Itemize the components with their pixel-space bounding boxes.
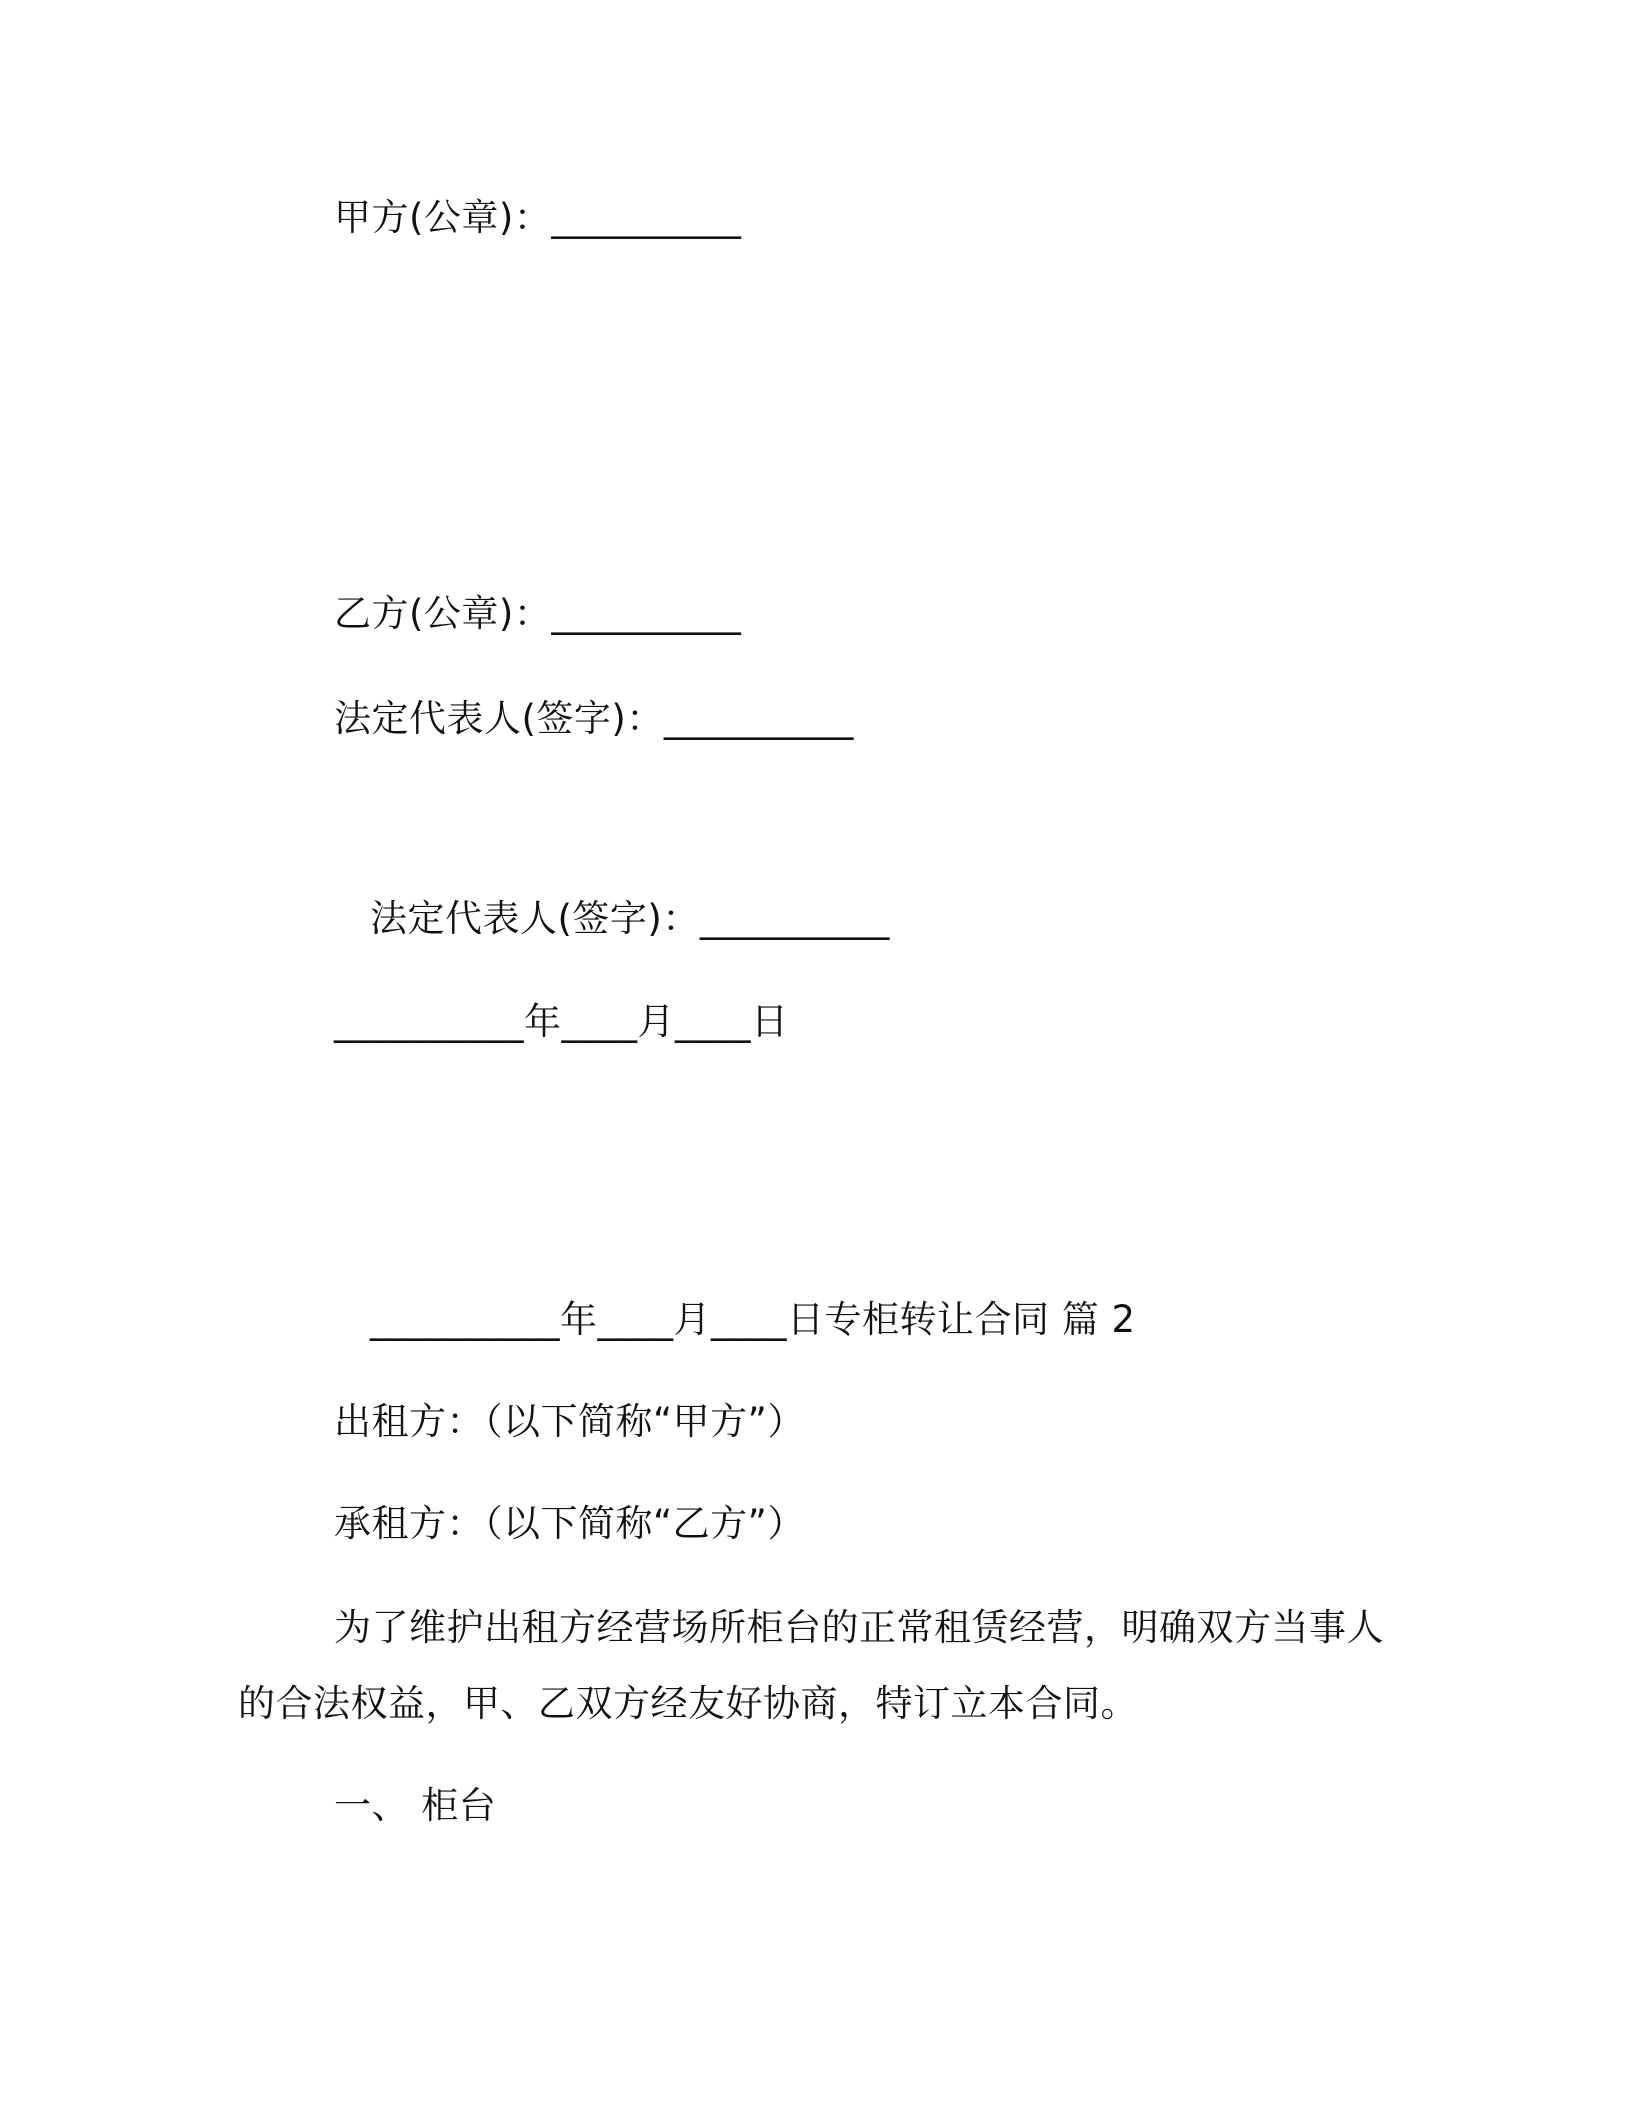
party-a-seal-line: 甲方(公章)：__________ (334, 196, 742, 239)
party-b-seal-line: 乙方(公章)：__________ (334, 592, 742, 635)
lessor-line: 出租方：（以下简称“甲方”） (334, 1400, 805, 1443)
lessee-line: 承租方：（以下简称“乙方”） (334, 1502, 805, 1545)
section-title: __________年____月____日专柜转让合同 篇 2 (370, 1298, 1136, 1341)
legal-representative-line: 法定代表人(签字)：__________ (370, 897, 890, 940)
legal-representative-line: 法定代表人(签字)：__________ (334, 697, 854, 740)
date-line: __________年____月____日 (334, 1000, 789, 1043)
purpose-paragraph-line-2: 的合法权益，甲、乙双方经友好协商，特订立本合同。 (238, 1682, 1138, 1725)
purpose-paragraph-line-1: 为了维护出租方经营场所柜台的正常租赁经营，明确双方当事人 (334, 1606, 1384, 1649)
clause-heading: 一、 柜台 (334, 1784, 497, 1827)
